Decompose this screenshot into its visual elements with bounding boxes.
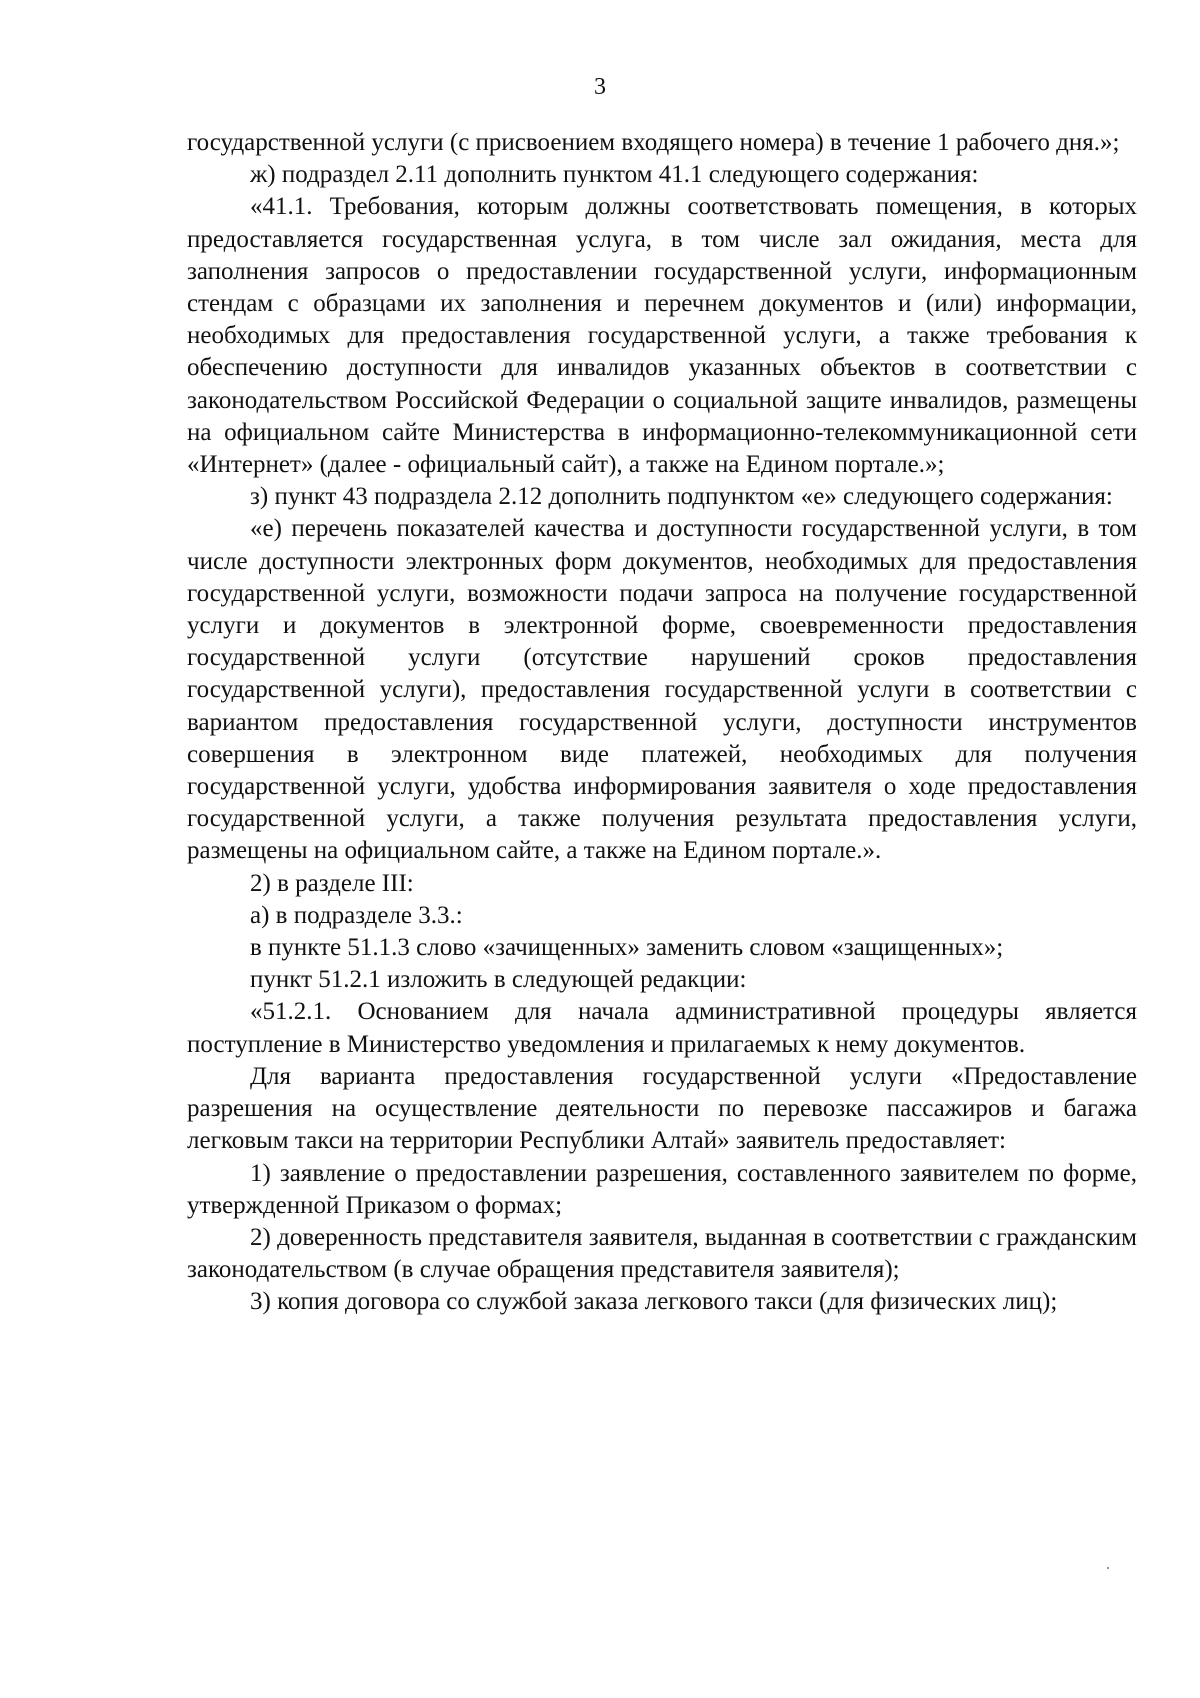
scan-speck [1107,1567,1109,1569]
paragraph-item-51-1-3: в пункте 51.1.3 слово «зачищенных» заменить словом «защищенных»; [250,934,1004,962]
paragraph-item-51-2-1-intro: пункт 51.2.1 изложить в следующей редакции: [250,966,747,994]
page-number: 3 [594,74,606,100]
list-item-2: 2) доверенность представителя заявителя, выданная в соответствии с гражданским законодательством (в случае обращения представителя заявителя); [187,1223,1137,1284]
paragraph-subsection-3-3: а) в подразделе 3.3.: [250,901,463,929]
paragraph-section-iii: 2) в разделе III: [250,869,414,897]
paragraph-subsection-zh: ж) подраздел 2.11 дополнить пунктом 41.1 следующего содержания: [250,161,979,189]
paragraph-subitem-e: «е) перечень показателей качества и доступности государственной услуги, в том числе доступности электронных форм документов, необходимых для предоставления государственной услуги, возможности подачи запроса на получение государственной услуги и документов в электронной форме, своевременности предоставления государственной услуги (отсутствие нарушений сроков предоставления государственной услуги), предоставления государственной услуги в соответствии с вариантом предоставления государственной услуги, доступности инструментов совершения в электронном виде платежей, необходимых для получения государственной услуги, удобства информирования заявителя о ходе предоставления государственной услуги, а также получения результата предоставления услуги, размещены на официальном сайте, а также на Едином портале.». [187,515,1137,865]
document-body [187,127,1137,1319]
paragraph-variant: Для варианта предоставления государственной услуги «Предоставление разрешения на осуществление деятельности по перевозке пассажиров и багажа легковым такси на территории Республики Алтай» заявитель предоставляет: [187,1062,1137,1155]
paragraph-continuation: государственной услуги (с присвоением входящего номера) в течение 1 рабочего дня.»; [187,129,1120,156]
paragraph-item-41-1: «41.1. Требования, которым должны соответствовать помещения, в которых предоставляется государственная услуга, в том числе зал ожидания, места для заполнения запросов о предоставлении государственной услуги, информационным стендам с образцами их заполнения и перечнем документов и (или) информации, необходимых для предоставления государственной услуги, а также требования к обеспечению доступности для инвалидов указанных объектов в соответствии с законодательством Российской Федерации о социальной защите инвалидов, размещены на официальном сайте Министерства в информационно-телекоммуникационной сети «Интернет» (далее - официальный сайт), а также на Едином портале.»; [187,193,1137,479]
list-item-1: 1) заявление о предоставлении разрешения, составленного заявителем по форме, утвержденной Приказом о формах; [187,1159,1137,1219]
paragraph-item-51-2-1: «51.2.1. Основанием для начала административной процедуры является поступление в Министерство уведомления и прилагаемых к нему документов. [187,998,1137,1058]
paragraph-subsection-z: з) пункт 43 подраздела 2.12 дополнить подпунктом «е» следующего содержания: [250,483,1113,511]
list-item-3: 3) копия договора со службой заказа легкового такси (для физических лиц); [250,1288,1058,1316]
